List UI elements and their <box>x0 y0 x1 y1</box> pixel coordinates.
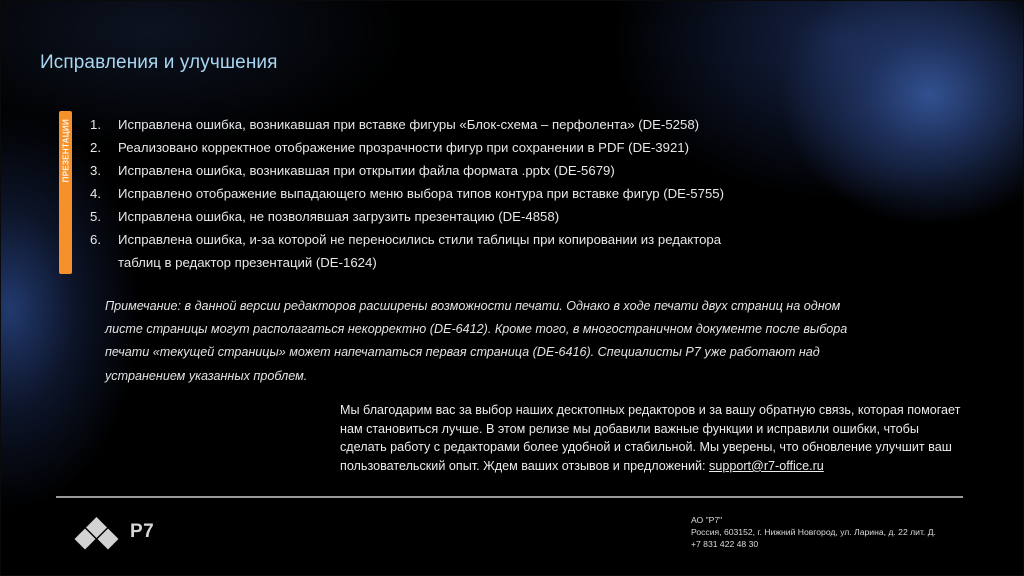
slide-title: Исправления и улучшения <box>40 52 278 73</box>
list-item-number: 6. <box>90 232 101 247</box>
list-item-number: 4. <box>90 186 101 201</box>
section-tab-label-wrap <box>59 111 72 274</box>
note-line: листе страницы могут располагаться некорректно (DE-6412). Кроме того, в многостраничном документе после выбора <box>105 322 848 337</box>
list-item-number: 2. <box>90 140 101 155</box>
footer-phone: +7 831 422 48 30 <box>691 539 759 550</box>
support-email-link[interactable]: support@r7-office.ru <box>709 458 824 473</box>
thanks-line: сделать работу с редакторами более удобной и стабильной. Мы уверены, что обновление улучшит ваш <box>340 440 952 455</box>
list-item-number: 5. <box>90 209 101 224</box>
list-item-text: Исправлено отображение выпадающего меню выбора типов контура при вставке фигур (DE-5755) <box>118 186 725 201</box>
footer-divider <box>56 496 963 498</box>
footer-company: АО "Р7" <box>691 515 723 525</box>
list-item-number: 3. <box>90 163 101 178</box>
thanks-line-prefix: пользовательский опыт. Ждем ваших отзывов и предложений: <box>340 458 710 473</box>
list-item-text: Исправлена ошибка, возникавшая при открытии файла формата .pptx (DE-5679) <box>118 163 615 178</box>
logo-text: Р7 <box>130 521 155 542</box>
footer-contacts <box>691 514 936 551</box>
list-item-text: Исправлена ошибка, и-за которой не переносились стили таблицы при копировании из редактора <box>118 232 722 247</box>
list-item-number: 1. <box>90 117 101 132</box>
print-note <box>105 295 925 388</box>
thanks-line-last <box>340 457 1020 476</box>
thanks-paragraph <box>340 401 1020 475</box>
note-line: печати «текущей страницы» может напечататься первая страница (DE-6416). Специалисты Р7 уже работают над <box>105 345 820 360</box>
list-item-text: Исправлена ошибка, не позволявшая загрузить презентацию (DE-4858) <box>118 209 560 224</box>
thanks-line: Мы благодарим вас за выбор наших десктопных редакторов и за вашу обратную связь, которая помогает <box>340 403 961 417</box>
list-item-text: Исправлена ошибка, возникавшая при вставке фигуры «Блок-схема – перфолента» (DE-5258) <box>118 117 700 132</box>
note-line: Примечание: в данной версии редакторов расширены возможности печати. Однако в ходе печати двух страниц на одном <box>105 299 841 313</box>
list-item-text: таблиц в редактор презентаций (DE-1624) <box>118 255 377 270</box>
section-tab-label: ПРЕЗЕНТАЦИИ <box>61 119 70 183</box>
list-item-text: Реализовано корректное отображение прозрачности фигур при сохранении в PDF (DE-3921) <box>118 140 690 155</box>
note-line: устранением указанных проблем. <box>105 368 308 383</box>
footer-address: Россия, 603152, г. Нижний Новгород, ул. Ларина, д. 22 лит. Д. <box>691 527 936 538</box>
thanks-line: нам становиться лучше. В этом релизе мы добавили важные функции и исправили ошибки, чтобы <box>340 421 919 436</box>
